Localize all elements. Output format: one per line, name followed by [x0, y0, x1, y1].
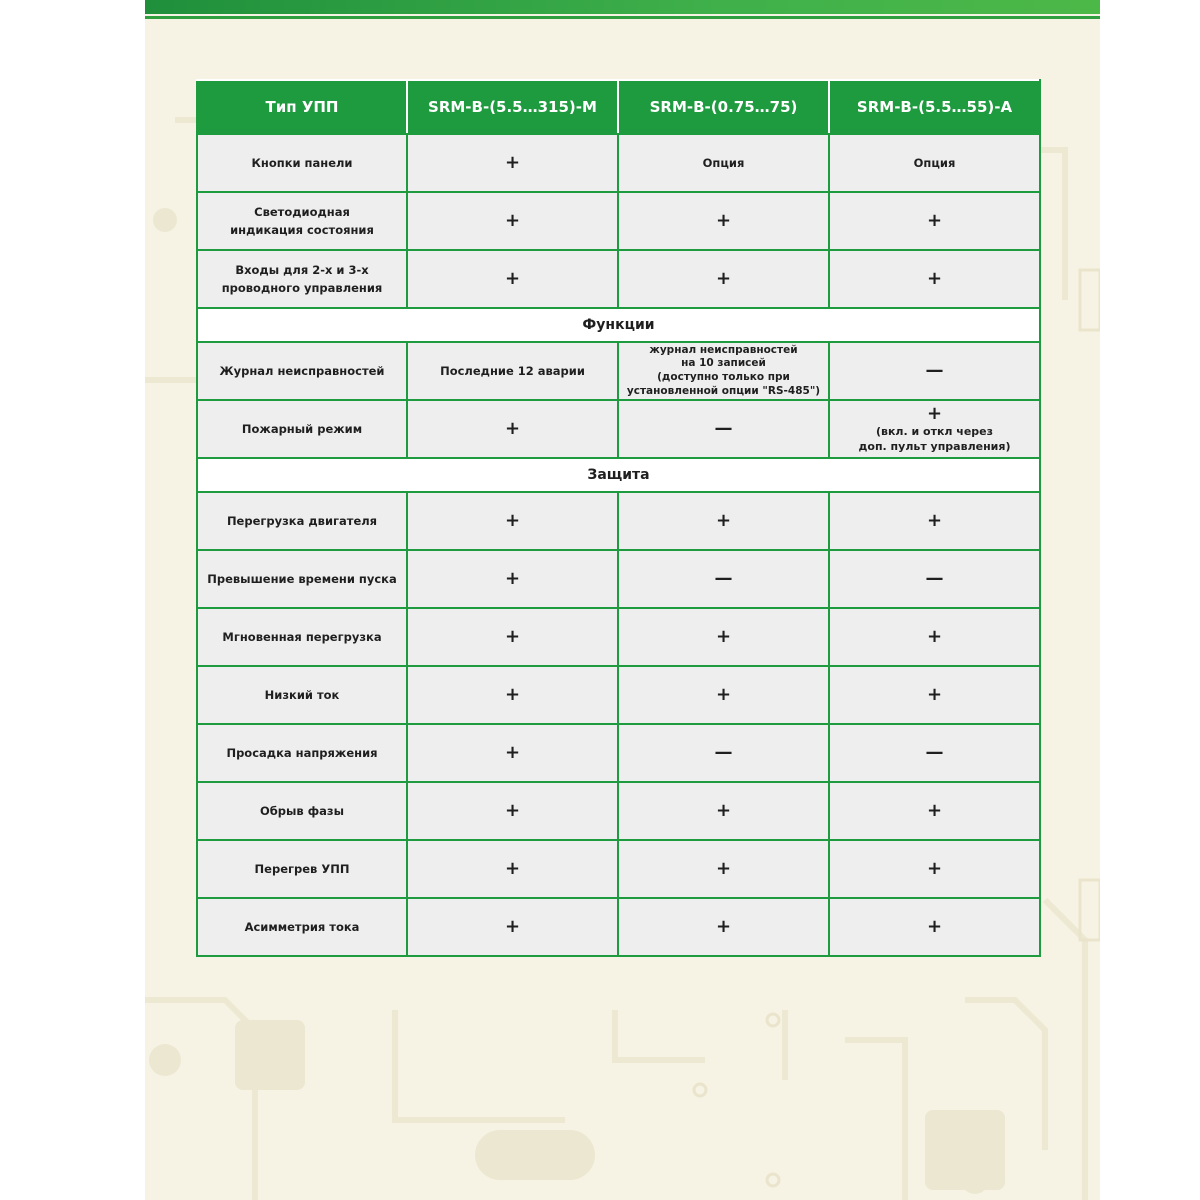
- cell-value: +: [407, 250, 618, 308]
- cell-value: Последние 12 аварии: [407, 342, 618, 400]
- row-label: Просадка напряжения: [197, 724, 407, 782]
- cell-value: —: [618, 400, 829, 458]
- cell-value: +: [407, 666, 618, 724]
- comparison-table: [196, 79, 1041, 957]
- cell-value: +: [829, 192, 1040, 250]
- cell-value: +: [618, 192, 829, 250]
- cell-value: —: [829, 550, 1040, 608]
- table-row: [197, 250, 1040, 308]
- row-label: Перегрузка двигателя: [197, 492, 407, 550]
- table-row: [197, 342, 1040, 400]
- cell-value: +: [618, 492, 829, 550]
- cell-value: +: [407, 724, 618, 782]
- header-type: Тип УПП: [197, 80, 407, 134]
- table-row: [197, 666, 1040, 724]
- cell-value-with-note: [829, 400, 1040, 458]
- cell-value: +: [618, 840, 829, 898]
- row-label: Превышение времени пуска: [197, 550, 407, 608]
- table-row: [197, 724, 1040, 782]
- cell-value: +: [618, 608, 829, 666]
- cell-value: +: [829, 492, 1040, 550]
- table-row: [197, 492, 1040, 550]
- row-label: Перегрев УПП: [197, 840, 407, 898]
- cell-value: Опция: [618, 134, 829, 192]
- cell-note: (вкл. и откл через доп. пульт управления): [858, 424, 1011, 453]
- cell-value: +: [407, 782, 618, 840]
- cell-value: журнал неисправностей на 10 записей (доступно только при установленной опции "RS-485"): [618, 342, 829, 400]
- table-row: [197, 608, 1040, 666]
- cell-value: +: [618, 666, 829, 724]
- cell-value: —: [829, 724, 1040, 782]
- table-header-row: [197, 80, 1040, 134]
- cell-value: +: [407, 608, 618, 666]
- cell-value: +: [407, 134, 618, 192]
- row-label: Пожарный режим: [197, 400, 407, 458]
- cell-value: +: [829, 782, 1040, 840]
- cell-value: +: [407, 840, 618, 898]
- row-label: Светодиодная индикация состояния: [197, 192, 407, 250]
- row-label: Асимметрия тока: [197, 898, 407, 956]
- cell-value: +: [829, 898, 1040, 956]
- header-model-base: SRM-B-(0.75…75): [618, 80, 829, 134]
- cell-value: +: [829, 250, 1040, 308]
- cell-mark: +: [926, 402, 943, 424]
- table-row: [197, 134, 1040, 192]
- cell-value: +: [829, 666, 1040, 724]
- row-label: Кнопки панели: [197, 134, 407, 192]
- cell-value: +: [407, 192, 618, 250]
- cell-value: —: [829, 342, 1040, 400]
- row-label: Мгновенная перегрузка: [197, 608, 407, 666]
- section-row-protection: [197, 458, 1040, 492]
- table-row: [197, 840, 1040, 898]
- table-row: [197, 400, 1040, 458]
- cell-value: +: [829, 608, 1040, 666]
- cell-value: —: [618, 724, 829, 782]
- cell-value: +: [407, 550, 618, 608]
- row-label: Низкий ток: [197, 666, 407, 724]
- header-model-a: SRM-B-(5.5…55)-A: [829, 80, 1040, 134]
- table-row: [197, 550, 1040, 608]
- header-model-m: SRM-B-(5.5…315)-M: [407, 80, 618, 134]
- row-label: Входы для 2-х и 3-х проводного управления: [197, 250, 407, 308]
- table-row: [197, 898, 1040, 956]
- cell-value: +: [407, 400, 618, 458]
- table-row: [197, 192, 1040, 250]
- cell-value: +: [618, 782, 829, 840]
- row-label: Обрыв фазы: [197, 782, 407, 840]
- table-row: [197, 782, 1040, 840]
- cell-value: Опция: [829, 134, 1040, 192]
- row-label: Журнал неисправностей: [197, 342, 407, 400]
- cell-value: +: [407, 898, 618, 956]
- cell-value: +: [618, 250, 829, 308]
- cell-value: +: [407, 492, 618, 550]
- cell-value: —: [618, 550, 829, 608]
- cell-value: +: [618, 898, 829, 956]
- section-row-functions: [197, 308, 1040, 342]
- section-title-protection: Защита: [197, 458, 1040, 492]
- section-title-functions: Функции: [197, 308, 1040, 342]
- cell-value: +: [829, 840, 1040, 898]
